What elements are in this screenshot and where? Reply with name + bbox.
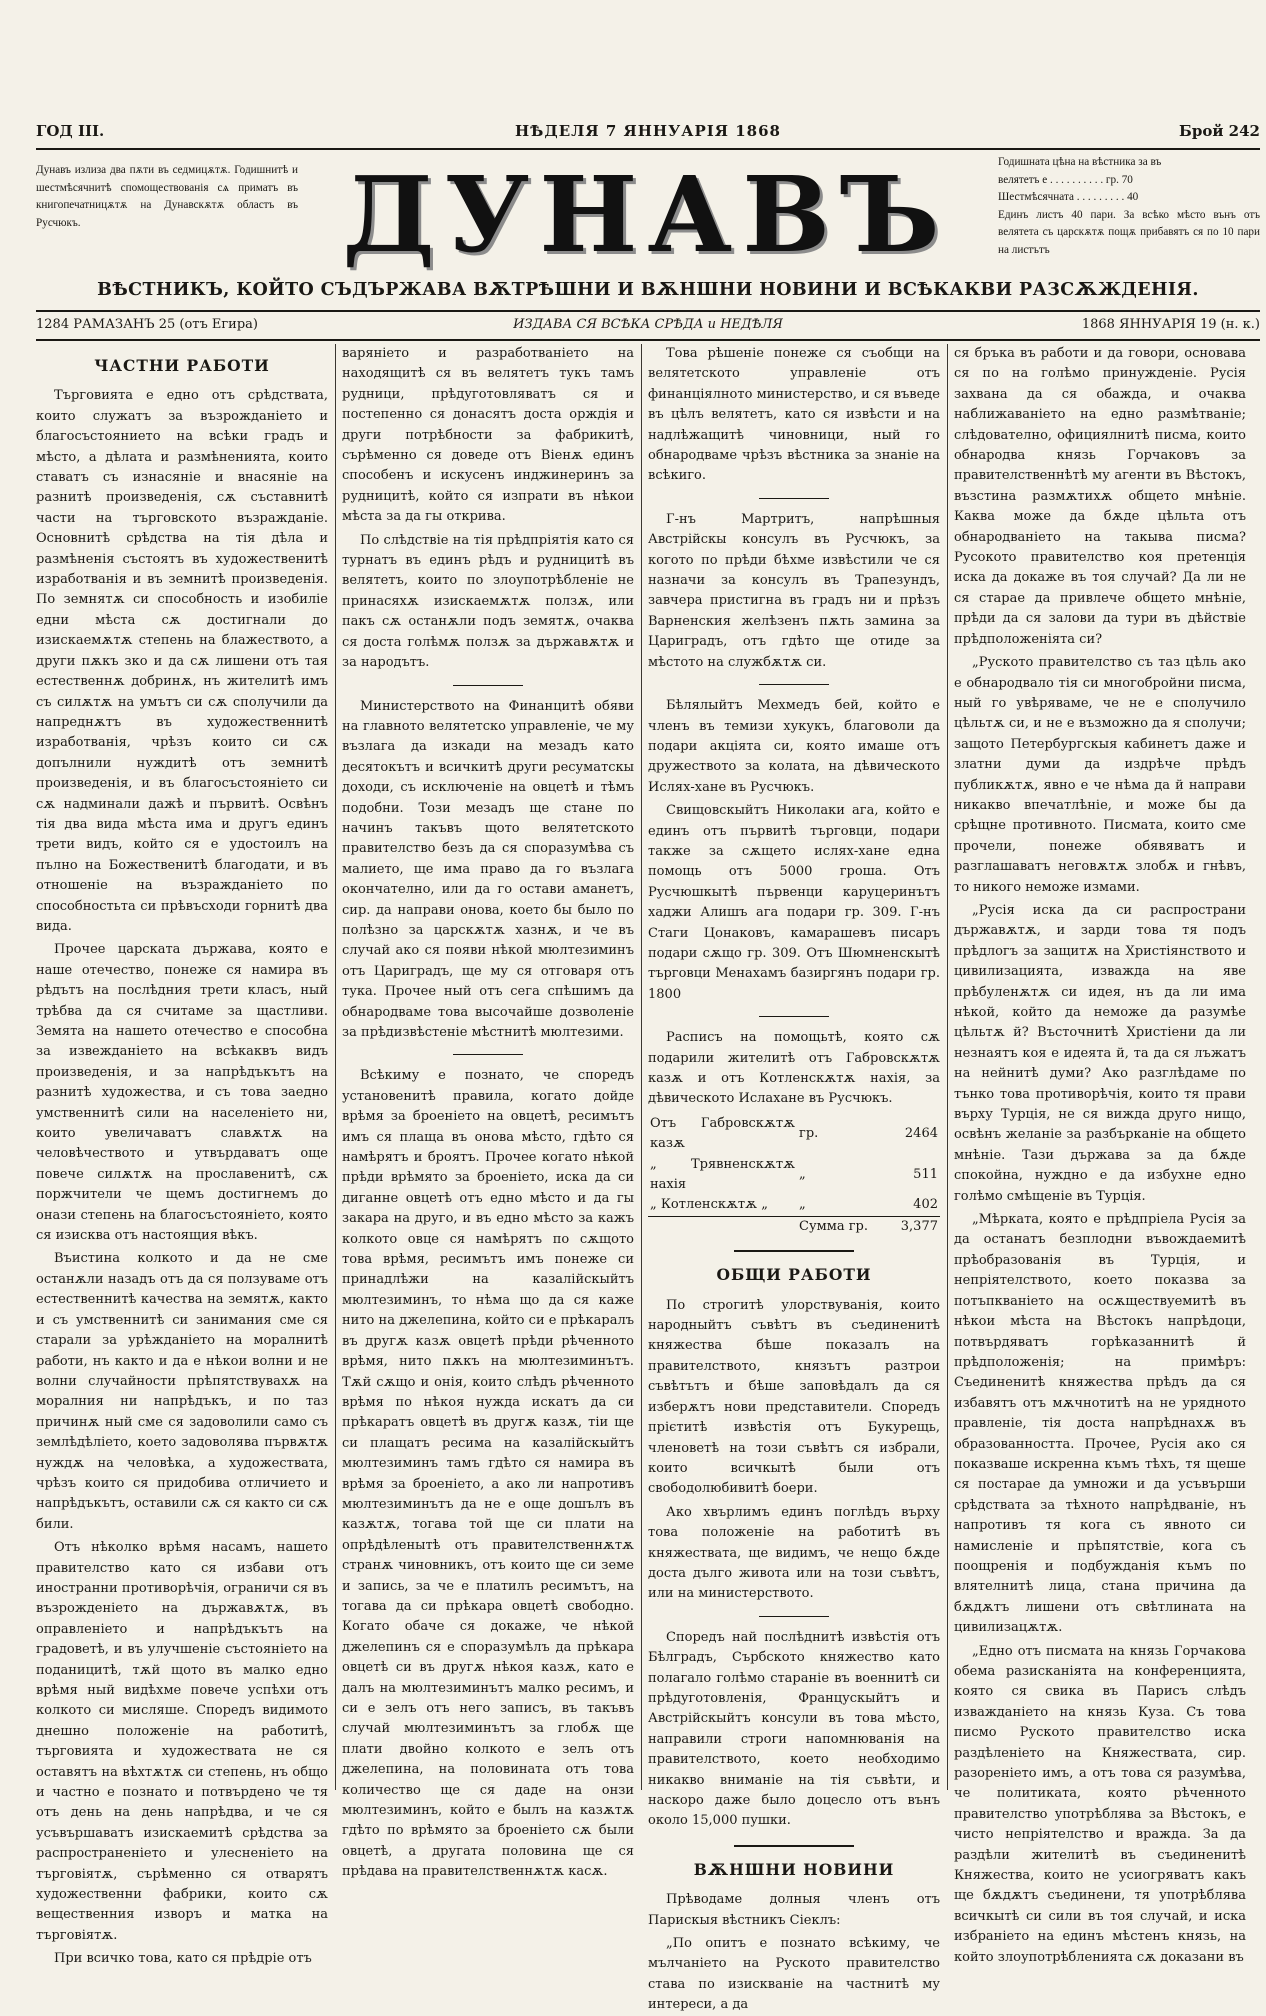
donation-label: Отъ Габровскѫтѫ казѫ bbox=[650, 1115, 796, 1152]
issue-number: Брой 242 bbox=[1179, 122, 1260, 140]
donation-row bbox=[648, 1155, 940, 1196]
separator bbox=[453, 1054, 523, 1055]
col2-paragraph: По слѣдствіе на тія прѣдпріятія като ся турнатъ въ единъ рѣдъ и рудницитѣ въ велятетъ, които по злоупотрѣбленіе не принасяхѫ изискаемѫтѫ ползѫ, или пакъ сѫ останѫли подъ земятѫ, очаква ся доста голѣмѫ ползѫ за държавѫтѫ и за народътъ. bbox=[342, 532, 634, 671]
price-line-1: Годишната цѣна на вѣстника за въ bbox=[998, 156, 1162, 168]
donation-total-label: Сумма гр. bbox=[797, 1216, 870, 1237]
column-1 bbox=[36, 344, 328, 1967]
col1-paragraph: Въистина колкото и да не сме останѫли назадъ отъ да ся ползуваме отъ естественнитѣ качества на земятѫ, както и съ умственнитѣ си занимания сме ся старали за урѣжданіето на моралнитѣ работи, нъ както и да е нѣкои волни и не волни случайности прѣпятствувахѫ на моралния ни напрѣдъкъ, и по таз причинѫ ный сме ся задоволили само съ землѣдѣліето, което задоволява първѫтѫ нуждѫ на человѣка, а художествата, чрѣзъ които ся придобива отличието и напрѣдъкътъ, оставили сѫ ся както си сѫ били. bbox=[36, 1251, 328, 1532]
dates-row bbox=[36, 313, 1260, 337]
section-separator bbox=[734, 1845, 854, 1847]
section-separator bbox=[734, 1250, 854, 1252]
subscription-note-left: Дунавъ излиза два пѫти въ седмицѫтѫ. Годишнитѣ и шестмѣсячнитѣ спомоществованія сѧ приматъ въ книгопечатницѫтѫ на Дунавскѫтѫ областъ въ Русчюкъ. bbox=[36, 164, 298, 229]
col3-paragraph: Свищовскыйтъ Николаки ага, който е единъ отъ първитѣ търговци, подари также за сѫщето ислях-хане една помощь отъ 5000 гроша. Отъ Русчюшкытѣ първенци каруцеринътъ хаджи Алишъ ага подари гр. 309. Г-нъ Стаги Цонаковъ, камарашевъ писаръ подари сѫщо гр. 309. Отъ Шюмненскытѣ търговци Менахамъ базиргянъ подари гр. 1800 bbox=[648, 803, 940, 1002]
year-label: ГОД III. bbox=[36, 122, 105, 140]
issue-date: НѢДЕЛЯ 7 ЯННУАРІЯ 1868 bbox=[515, 122, 781, 140]
price-line-4: Единъ листъ 40 пари. За всѣко мѣсто вънъ отъ велятета съ царскѫтѫ пощѫ прибавятъ ся по 10 пари на листътъ bbox=[998, 208, 1260, 256]
col4-paragraph: „Мѣрката, която е прѣдпріела Русія за да останатъ безплодни въвождаемитѣ прѣобразованія въ Турція, и непріятелството, което показва за потъпкваніето на осѫществуемитѣ въ нѣкои мѣста на Вѣстокъ напрѣдоци, потвърдяватъ горѣказаннитѣ й прѣдположенія; на примѣръ: Съединенитѣ княжества прѣдъ да ся избавятъ отъ мѫчнотитѣ на не урядното правленіе, тія доста напрѣднахѫ въ образованността. Прочее, Русія ако ся показваше искренна къмъ тѣхъ, тя щеше ся постарае да умножи и да усъвърши срѣдствата за тѣхното напрѣдваніе, нъ напротивъ тя кога съ явното си намисленіе и прѣпятствіе, кога съ поощренія и подбужданія къмъ по влятелнитѣ лица, стана причина да бѫдѫтъ лишени отъ свѣтлината на цивилизацѫтѫ. bbox=[954, 1212, 1246, 1636]
section-title-foreign-news: ВѪНШНИ НОВИНИ bbox=[693, 1859, 895, 1879]
col2-paragraph: Всѣкиму е познато, че споредъ установенитѣ правила, когато дойде врѣмя за броеніето на овцетѣ, ресимътъ имъ ся плаща въ онова мѣсто, гдѣто ся намѣрятъ и броятъ. Прочее когато нѣкой прѣди врѣмято за броеніето, иска да си диганне овцетѣ отъ едно мѣсто и да гы закара на друго, и въ едно мѣсто за кажъ колкото овце ся намѣрятъ по сѫщото това врѣмя, ресимътъ имъ понеже си принадлѣжи на казалійскыйтъ мюлтезиминъ, то нѣма що да ся каже нито на джелепина, който си е прѣкаралъ въ другѫ казѫ овцетѣ прѣди рѣченното врѣмя, нито пѫкъ на мюлтезиминътъ. Тѫй сѫщо и онія, които слѣдъ рѣченното врѣмя по нѣкоя нужда искатъ да си прѣкаратъ овцетѣ въ другѫ казѫ, тіи ще си плащатъ ресима на казалійскыйтъ мюлтезиминъ тамъ гдѣто ся намира въ врѣмя за броеніето, а ако ли напротивъ мюлтезиминътъ да не е още дошълъ въ казѫтѫ, тогава той ще си плати на опрѣдѣленытѣ отъ правителственнѫтѫ странѫ чиновникъ, отъ които ще си земе и запись, за че е платилъ ресимътъ, на тогава да си прѣкара овцетѣ свободно. Когато обаче ся докаже, че нѣкой джелепинъ ся е споразумѣлъ да прѣкара овцетѣ си въ другѫ нѣкоя казѫ, като е далъ на мюлтезиминътъ малко ресимъ, и си е зелъ отъ него записъ, въ такъвъ случай мюлтезиминътъ за глобѫ ще плати двойно колкото е зелъ отъ джелепина, на половината отъ това количество ще ся даде на онзи мюлтезиминъ, който е былъ на казѫтѫ гдѣто по врѣмято за броеніето сѫ были овцетѣ, а другата половина ще ся прѣдава на правителственнѫтѫ касѫ. bbox=[342, 1068, 634, 1880]
donation-total-row bbox=[648, 1216, 940, 1237]
column-2 bbox=[342, 344, 634, 1880]
separator bbox=[453, 685, 523, 686]
col3-paragraph: Това рѣшеніе понеже ся съобщи на велятетското управленіе отъ финанціялното министерство, и ся въведе въ цѣлъ велятетъ, като ся извѣсти и на надлѣжащитѣ чиновници, ный го обнародваме чрѣзъ вѣстника за знаніе на всѣкиго. bbox=[648, 346, 940, 484]
donation-label: „ Трявненскѫтѫ нахія bbox=[650, 1156, 796, 1193]
separator bbox=[759, 1616, 829, 1617]
col1-paragraph: Отъ нѣколко врѣмя насамъ, нашето правителство като ся избави отъ иностранни противорѣчія, ограничи ся въ възрожденіето на държавѫтѫ, въ оправленіето и напрѣдъкътъ на градоветѣ, и въ улучшеніе състояніето на поданицитѣ, тѫй щото въ малко едно врѣмя ный видѣхме повече успѣхи отъ колкото си мисляше. Споредъ видимото днешно положеніе на работитѣ, търговията и художествата не ся оставятъ на вѣхтѫтѫ си степень, нъ общо и частно е познато и потвърдено че тя отъ день на день напрѣдва, и че ся усъвършаватъ изискаемитѣ срѣдства за распространеніето и улесненіето на търговіятѫ, сърѣменно ся отварятъ художественни фабрики, които сѫ вещественния изворъ и матка на търговіятѫ. bbox=[36, 1540, 328, 1943]
donation-row bbox=[648, 1114, 940, 1155]
col4-paragraph: „Русія иска да си распространи държавѫтѫ, и зарди това тя подъ прѣдлогъ за защитѫ на Христіянството и цивилизацията, изважда на яве прѣбуленѫтѫ си идея, нъ да ли има нѣкой, който да неможе да разумѣе цѣльтѫ й? Въсточнитѣ Христіени да ли незнаятъ коя е идеята й, та да ся лъжатъ на нейнитѣ думи? Ако разглѣдаме по тънко това противорѣчія, които тя прави върху Турція, не ся вижда друго нищо, освѣнъ желаніе за разбърканіе на общето мнѣніе. Тази държава за да бѫде спокойна, нуждно е да избухне едно голѣмо смѣщеніе въ Турція. bbox=[954, 902, 1246, 1204]
col2-paragraph: варяніето и разработваніето на находящитѣ ся въ велятетъ тукъ тамъ рудници, прѣдуготовляватъ ся и постепенно ся донасятъ доста орждія и други потрѣбности за фабрикитѣ, сърѣменно ся доведе отъ Віенѫ единъ способенъ и искусенъ инджинеринъ за рудницитѣ, който ся изпрати въ нѣкои мѣста за да гы открива. bbox=[342, 346, 634, 525]
separator bbox=[759, 1016, 829, 1017]
header-rule-middle bbox=[36, 310, 1260, 312]
col4-paragraph: ся бръка въ работи и да говори, основава ся по на голѣмо принужденіе. Русія захвана да ся обажда, и очаква наближаваніето на едно размѣтваніе; слѣдователно, официялнитѣ писма, които обнародва князь Горчаковъ за правителственнѣтѣ му агенти въ Вѣстокъ, възстина размѫтихѫ общето мнѣніе. Каква може да бѫде цѣльта отъ обнародваніето на такыва писма? Русокото правителство коя претенція иска да докаже въ тоя случай? Да ли не ся старае да привлече общето мнѣніе, прѣди да ся залови да тури въ дѣйствіе прѣдположеніята си? bbox=[954, 346, 1246, 647]
section-title-general-affairs: ОБЩИ РАБОТИ bbox=[716, 1265, 872, 1285]
donation-label: „ Котленскѫтѫ „ bbox=[650, 1197, 768, 1213]
donation-value: 402 bbox=[913, 1197, 938, 1213]
col3-paragraph: Расписъ на помощьтѣ, която сѫ подарили жителитѣ отъ Габровскѫтѫ казѫ и отъ Котленскѫтѫ нахія, за дѣвическото Ислахане въ Русчюкъ. bbox=[648, 1030, 940, 1107]
column-divider bbox=[335, 344, 336, 1790]
donations-table bbox=[648, 1114, 940, 1237]
column-4 bbox=[954, 344, 1246, 1965]
col2-paragraph: Министерството на Финанцитѣ обяви на главното велятетско управленіе, че му възлага да изкади на мезадъ като десятокътъ и всичкитѣ други ресуматскы доходи, съ исключеніе на овцетѣ и тѣмъ подобни. Този мезадъ ще стане по начинъ такъвъ щото велятетското правителство безъ да ся споразумѣва съ малието, ще има право да го възлага окончателно, или да го остави аманетъ, сир. да направи онова, което бы было по полѣзно за царскѫтѫ хазнѫ, и че въ случай ако ся появи нѣкой мюлтезиминъ отъ Цариградъ, ще му ся отговаря отъ тука. Прочее ный отъ сега спѣшимъ да обнародваме това высочайше дозволеніе за прѣдизвѣстеніе мѣстнитѣ мюлтезими. bbox=[342, 698, 634, 1040]
column-divider bbox=[947, 344, 948, 1790]
col3-paragraph: По строгитѣ улорствуванія, които народныйтъ съвѣтъ въ съединенитѣ княжества бѣше показалъ на правителството, князътъ разтрои съвѣтътъ и бѣше заповѣдалъ да ся изберѫтъ нови представители. Споредъ прієтитѣ извѣстія отъ Букурещь, членоветѣ на този съвѣтъ ся избрали, които всичкытѣ были отъ свободолюбивитѣ боери. bbox=[648, 1297, 940, 1497]
col4-paragraph: „Руското правителство съ таз цѣль ако е обнародвало тія си многобройни писма, ный го увѣряваме, че не е сполучило цѣльтѫ си, и не е възможно да я сполучи; защото Петербургскыя кабинетъ даже и златни думи да издрѣче прѣдъ публикѫтѫ, явно е че нѣма да й направи никакво впечатлѣніе, и може бы да срѣщне противното. Писмата, които сме прочели, понеже обявяватъ и разглашаватъ неговѫтѫ злобѫ и гнѣвъ, то никого неможе измами. bbox=[954, 655, 1246, 895]
price-note-right bbox=[998, 154, 1260, 259]
separator bbox=[759, 684, 829, 685]
col3-paragraph: Бѣлялыйтъ Мехмедъ бей, който е членъ въ темизи хукукъ, благоволи да подари акціята си, която имаше отъ дружеството за колата, на дѣвическото Ислях-хане въ Русчюкъ. bbox=[648, 698, 940, 795]
price-line-2: велятетъ е . . . . . . . . . . гр. 70 bbox=[998, 173, 1133, 186]
price-line-3: Шестмѣсячната . . . . . . . . . 40 bbox=[998, 191, 1139, 203]
col1-paragraph: Търговията е едно отъ срѣдствата, които служатъ за възрожданіето и благосъстоянието на всѣки градъ и мѣсто, а дѣлата и размѣненията, които ставатъ съ изнасяніе и внасяніе на разнитѣ произведенія, сѫ съставнитѣ части на търговското възражданіе. Основнитѣ срѣдства на тія дѣла и размѣненія състоятъ въ художественитѣ изработванія и въ земнитѣ произведенія. По земнятѫ си способность и изобиліе едни мѣста сѫ достигнали до изискаемѫтѫ степень на блажеството, а други пѫкъ зко и да сѫ лишени отъ тая естественнѫ добринѫ, нъ жителитѣ имъ съ силѫтѫ на умътъ си сѫ сполучили да напреднѫтъ въ художественнитѣ изработванія, чрѣзъ които си сѫ допълнили нуждитѣ отъ земнитѣ произведенія, и въ благосъстояніето си сѫ надминали дажѣ и първитѣ. Освѣнъ тія два вида мѣста има и другъ единъ трети видъ, който ся е удостоилъ на пълно на Божественитѣ благодати, и въ отношеніе на възражданіето по способностьта си прѣвъсходи горнитѣ два вида. bbox=[36, 388, 328, 934]
donation-unit: „ bbox=[799, 1166, 806, 1182]
masthead-subtitle: ВѢСТНИКЪ, КОЙТО СЪДЪРЖАВА ВѪТРѢШНИ И ВѪНШНИ НОВИНИ И ВСѢКАКВИ РАЗСѪЖДЕНІЯ. bbox=[97, 280, 1199, 300]
column-3 bbox=[648, 344, 940, 2013]
donation-total-value: 3,377 bbox=[870, 1216, 940, 1237]
donation-value: 511 bbox=[913, 1166, 938, 1182]
col4-paragraph: „Едно отъ писмата на князь Горчакова обема разисканіята на конференцията, която ся свика въ Парисъ слѣдъ изважданіето на князь Куза. Съ това писмо Руското правителство иска раздѣленіето на Княжествата, сир. разореніето имъ, а отъ това ся разумѣва, че политиката, която рѣченното правителство употрѣблява за Вѣстокъ, е чисто непріятелство и вражда. За да раздѣли жителитѣ въ съединенитѣ Княжества, които не усиогряватъ какъ ще бѫдѫтъ съединени, тя употрѣблява всичкытѣ си сили въ тоя случай, и иска избраніето на единъ мѣстенъ князь, на който злоупотрѣбленията сѫ доказани въ bbox=[954, 1643, 1246, 1965]
donation-value: 2464 bbox=[904, 1126, 938, 1142]
donation-unit: „ bbox=[799, 1197, 806, 1213]
separator bbox=[759, 498, 829, 499]
article-columns bbox=[36, 344, 1260, 2013]
header-rule-bottom bbox=[36, 339, 1260, 341]
col3-paragraph: Прѣводаме долныя членъ отъ Парискыя вѣстникъ Сіеклъ: bbox=[648, 1892, 940, 1928]
donation-row bbox=[648, 1195, 940, 1216]
col3-paragraph: „По опитъ е познато всѣкиму, че мълчаніето на Руското правителство става по изискваніе на частнитѣ му интереси, а да bbox=[648, 1936, 940, 2013]
newspaper-page bbox=[36, 118, 1260, 2013]
col1-paragraph: При всичко това, като ся прѣдріе отъ bbox=[54, 1951, 312, 1967]
donation-unit: гр. bbox=[799, 1126, 819, 1142]
hijri-date: 1284 РАМАЗАНЪ 25 (отъ Егира) bbox=[36, 317, 258, 332]
col3-paragraph: Споредъ най послѣднитѣ извѣстія отъ Бѣлградъ, Сърбското княжество като полагало голѣмо стараніе въ военнитѣ си прѣдуготовленія, Францускыйтъ и Австрійскыйтъ консули въ това мѣсто, направили строги напомнюванія на правителството, което необходимо никакво вниманіе на тія съвѣти, и наскоро даже было доцесло отъ вънъ около 15,000 пушки. bbox=[648, 1629, 940, 1829]
col3-paragraph: Г-нъ Мартритъ, напрѣшныя Австрійскы консулъ въ Русчюкъ, за когото по прѣди бѣхме извѣстили че ся назначи за консулъ въ Трапезундъ, завчера пристигна въ градъ ни и прѣзъ Варненския желѣзенъ пѫть замина за Цариградъ, отъ гдѣто ще отиде за мѣстото на службѫтѫ си. bbox=[648, 511, 940, 670]
top-header-row bbox=[36, 118, 1260, 144]
masthead bbox=[306, 153, 986, 276]
column-divider bbox=[641, 344, 642, 1790]
header-rule-top bbox=[36, 148, 1260, 150]
col3-paragraph: Ако хвърлимъ единъ поглѣдъ върху това положеніе на работитѣ въ княжествата, ще видимъ, че нещо бѫде доста дълго живота или на този съвѣтъ, или на министерството. bbox=[648, 1504, 940, 1602]
publish-schedule: ИЗДАВА СЯ ВСѢКА СРѢДА и НЕДѢЛЯ bbox=[513, 317, 783, 332]
section-title-private-affairs: ЧАСТНИ РАБОТИ bbox=[94, 356, 270, 375]
col1-paragraph: Прочее царската държава, която е наше отечество, понеже ся намира въ рѣдътъ на послѣдния трети класъ, ный трѣбва да ся считаме за щастливи. Земята на нашето отечество е способна за извежданіето на всѣкаквъ видъ произведенія, и за напрѣдъкътъ на разнитѣ художества, и съ това заедно умственнитѣ сили на населеніето ни, които увеличаватъ славѫтѫ на человѣчеството и утвърдаватъ още повече силѫтѫ на прославенитѣ, сѫ поржчители че щемъ достигнемъ до онази степень на благосъстояніето, която ся изисква отъ настоящия вѣкъ. bbox=[36, 942, 328, 1244]
gregorian-date: 1868 ЯННУАРІЯ 19 (н. к.) bbox=[1081, 317, 1260, 332]
masthead-title: ДУНАВЪ bbox=[342, 153, 950, 276]
